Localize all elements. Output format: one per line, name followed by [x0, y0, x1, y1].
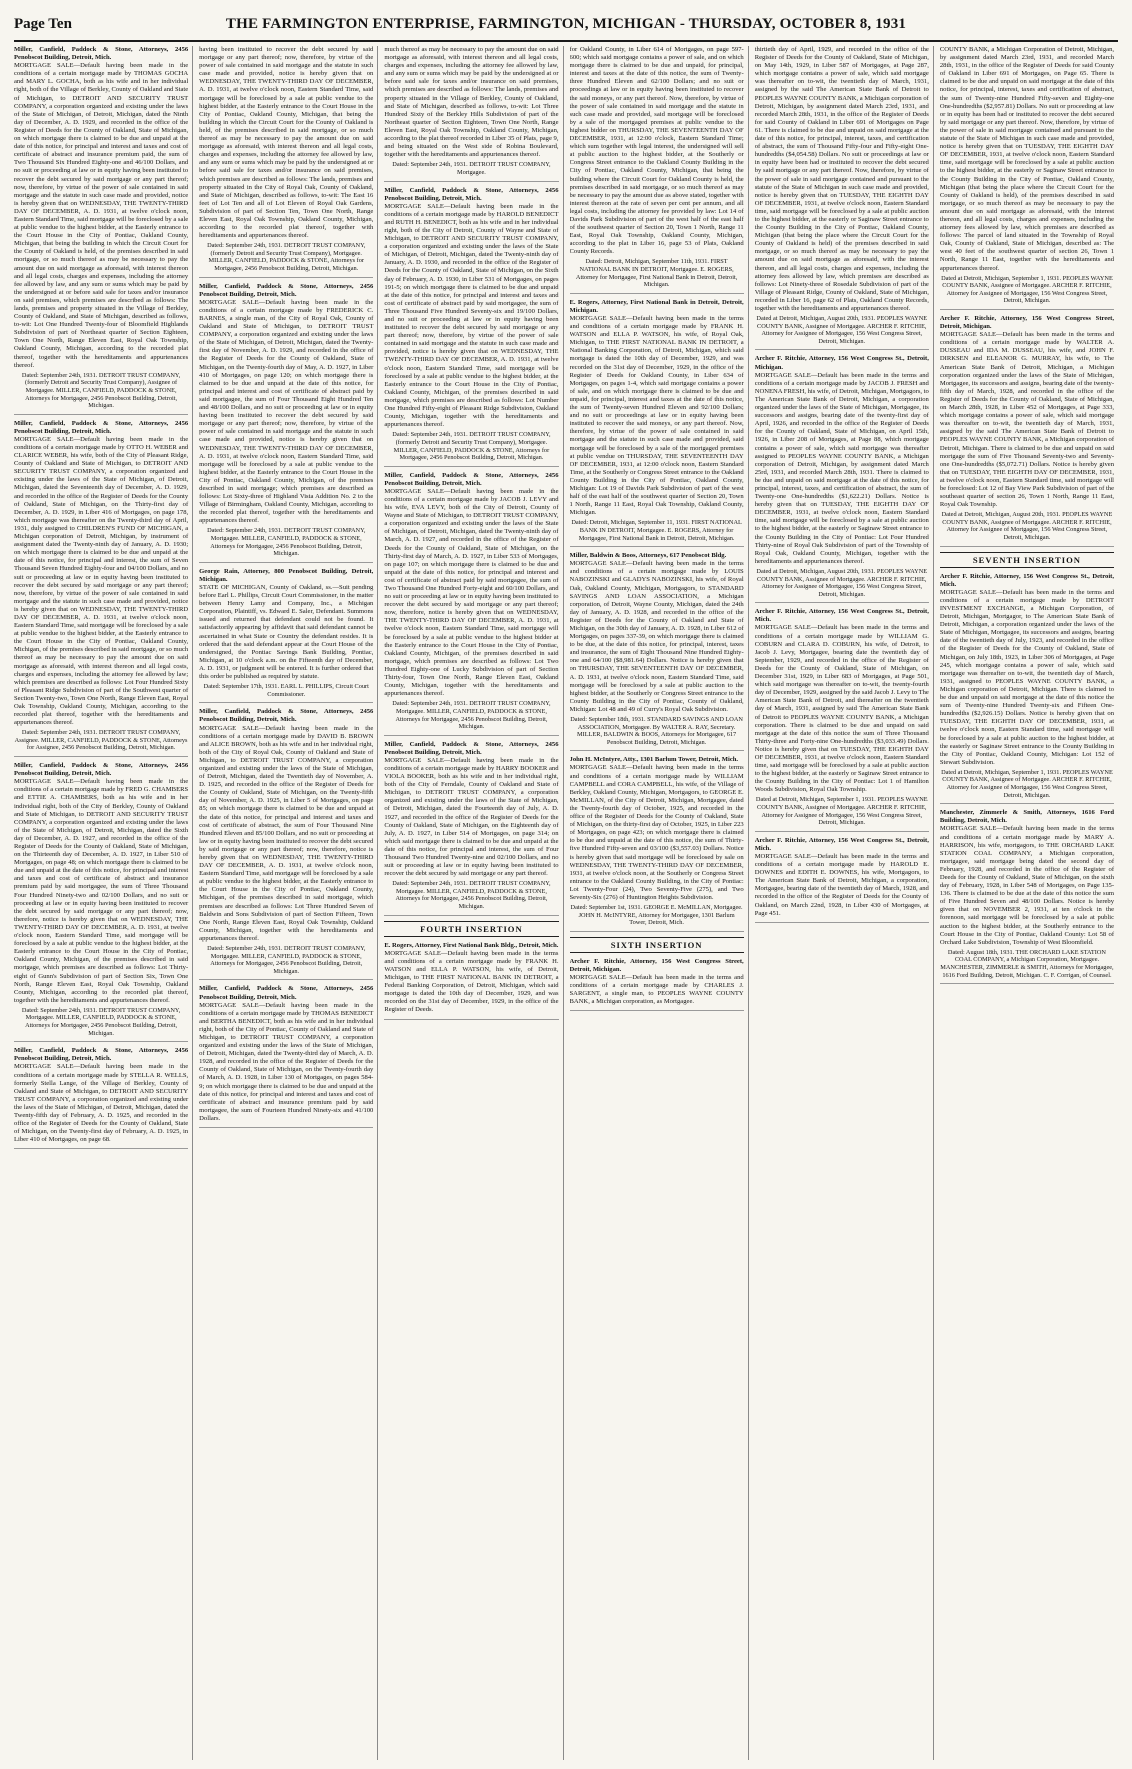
- legal-notice: [384, 46, 558, 182]
- notice-text: MORTGAGE SALE—Default having been made in the conditions of a certain mortgage made by THOMAS GOCHA and MARY L. GOCHA, both as his wife and in her individual right, both of the Village of Berkley, County of Oakland and State of Michigan, to DETROIT AND SECURITY TRUST COMPANY, a corporation organized and existing under the laws of the State of Michigan, of Detroit, Michigan, dated the Ninth day of December, A. D. 1929, and recorded in the office of the Register of Deeds for the County of Oakland, State of Michigan, on which mortgage there is claimed to be due and unpaid at the date of this notice, for principal and interest and taxes and cost of certificate of abstract and insurance premium paid, the sum of Two Thousand Six Hundred Eighty-one and 46/100 Dollars, and no suit or proceeding at law or in equity having been instituted to recover the debt secured by said mortgage or any part thereof; now, therefore, by virtue of the power of sale contained in said mortgage and the statute in such case made and provided, notice is hereby given that on WEDNESDAY, THE TWENTY-THIRD DAY OF DECEMBER, A. D. 1931, at twelve o'clock noon, Eastern Standard Time, said mortgage will be foreclosed by a sale at public vendue to the highest bidder, at the Easterly entrance to the Court House in the City of Pontiac, Oakland County, Michigan, that being the building in which the Circuit Court for the County of Oakland is held, of the premises described in said mortgage, or so much thereof as may be necessary to pay the amount due on said mortgage as aforesaid, with interest thereon and all legal costs, charges and expenses, including the attorney fee allowed by law, and any sum or sums which may be paid by the undersigned at or before said sale for taxes and/or insurance on said premises, which premises are described as follows: The lands, premises and property situated in the Village of Berkley, County of Oakland, and State of Michigan, described as follows, to-wit: Lot One Hundred Twenty-four of Bloomfield Highlands Subdivision of part of Northeast quarter of Section Eighteen, Town One North, Range Eleven East, Royal Oak Township, Oakland County, Michigan, according to the recorded plat thereof, together with the hereditaments and appurtenances thereof.: [14, 62, 189, 369]
- legal-notice: [199, 985, 373, 1128]
- notice-text: MORTGAGE SALE—Default having been made in the conditions of a certain mortgage made by HARRY BOOKER and VIOLA BOOKER, both as his wife and in her individual right, both of the City of Ferndale, County of Oakland and State of Michigan, to DETROIT TRUST COMPANY, a corporation organized and existing under the laws of the State of Michigan, of Detroit, Michigan, dated the Fourteenth day of July, A. D. 1927, and recorded in the office of the Register of Deeds for the County of Oakland, State of Michigan, on the Eighteenth day of July, A. D. 1927, in Liber 514 of Mortgages, on page 314; on which said mortgage there is claimed to be due and unpaid at the date of this notice, for principal and interest, the sum of Four Thousand Two Hundred Twenty-nine and 02/100 Dollars, and no suit or proceeding at law or in equity having been instituted to recover the debt secured by said mortgage or any part thereof.: [384, 756, 559, 878]
- legal-notice: [570, 299, 744, 547]
- notice-signature: Dated: September 24th, 1931. DETROIT TRUST COMPANY, (formerly Detroit and Security Trust Company), Assignee of Mortgagee. MILLER, CANFIELD, PADDOCK & STONE, Attorneys for Mortgagee, 2456 Penobscot Building, Detroit, Michigan.: [21, 371, 181, 410]
- notice-text: MORTGAGE SALE—Default has been made in the terms and conditions of a certain mortgage made by WILLIAM G. COBURN and CLARA D. COBURN, his wife, of Detroit, to Jacob J. Levy, Mortgagee, bearing date the twentieth day of September, 1929, and recorded in the office of the Register of Deeds for the County of Oakland, State of Michigan, on December 31st, 1929, in Liber 683 of Mortgages, at Page 501, which said mortgage was thereafter on to-wit, the twenty-fourth day of December, 1929, assigned by the said Jacob J. Levy to The American State Bank of Detroit, and thereafter on the twentieth day of March, 1931, assigned by said The American State Bank of Detroit to PEOPLES WAYNE COUNTY BANK, a Michigan corporation. There is claimed to be due and unpaid on said mortgage at the date of this notice the sum of Three Thousand Thirty-three and Forty-nine One-hundredths ($3,033.49) Dollars. Notice is hereby given that on TUESDAY, THE EIGHTH DAY OF DECEMBER, 1931, at twelve o'clock noon, Eastern Standard time, said mortgage will be foreclosed by a sale at public auction to the highest bidder, at the easterly or Saginaw Street entrance to the County Building in the City of Pontiac: Lot 1 of Hamilton Woods Subdivision, Royal Oak Township.: [754, 624, 929, 794]
- legal-notice: [384, 741, 558, 916]
- notice-text: thirtieth day of April, 1929, and recorded in the office of the Register of Deeds for the County of Oakland, State of Michigan, on May 14th, 1929, in Liber 587 of Mortgages, at Page 287, which mortgage contains a power of sale, which said mortgage was thereafter on to-wit, the twentieth day of March, 1931, assigned by the said The American State Bank of Detroit to PEOPLES WAYNE COUNTY BANK, a Michigan corporation of Detroit, Michigan, by assignment dated March 23rd, 1931, and recorded March 28th, 1931, in the office of the Register of Deeds for said County of Oakland in Liber 691 of Mortgages on Page 61. There is claimed to be due and unpaid on said mortgage at the date of this notice, for principal, interest, taxes, and certification of abstract, the sum of Thousand Fifty-four and Fifty-eight One-hundredths ($4,054.58) Dollars. No suit or proceedings at law or in equity have been had or instituted to recover the debt secured by said mortgage or any part thereof. Now, therefore, by virtue of the power of sale in said mortgage contained and pursuant to the statute of the State of Michigan in such case made and provided, notice is hereby given that on TUESDAY, THE EIGHTH DAY OF DECEMBER, 1931, at twelve o'clock noon, Eastern Standard time, said mortgage will be foreclosed by a sale at public auction to the highest bidder, at the easterly or Saginaw Street entrance to the County Building in the City of Pontiac, Oakland County, Michigan (that being the place where the Circuit Court for the County of Oakland is held) of the premises described in said mortgage, or so much thereof as may be necessary to pay the amount due on said mortgage as aforesaid, with the interest thereon, and all legal costs, charges and expenses, including the attorney fees allowed by law, which premises are described as follows: Lot Ninety-three of Rosedale Subdivision of part of the Village of Pleasant Ridge, County of Oakland, State of Michigan, recorded in Liber 16, page 62 of Plats, Oakland County Records, together with the hereditaments and appurtenances thereof.: [754, 46, 929, 312]
- column-1: [14, 46, 193, 1760]
- notice-signature: Dated: September 1st, 1931. GEORGE E. McMILLAN, Mortgagee. JOHN H. McINTYRE, Attorney for Mortgagee, 1301 Barlum Tower, Detroit, Mich.: [570, 904, 743, 927]
- column-6: [940, 46, 1118, 1760]
- notice-text: having been instituted to recover the debt secured by said mortgage or any part thereof; now, therefore, by virtue of the power of sale contained in said mortgage and the statute in such case made and provided, notice is hereby given that on WEDNESDAY, THE TWENTY-THIRD DAY OF DECEMBER, A. D. 1931, at twelve o'clock noon, Eastern Standard Time, said mortgage will be foreclosed by a sale at public vendue to the highest bidder, at the Easterly entrance to the Court House in the City of Pontiac, Oakland County, Michigan, that being the building in which the Circuit Court for the County of Oakland is held, of the premises described in said mortgage, or so much thereof as may be necessary to pay the amount due on said mortgage as aforesaid, with interest thereon and all legal costs, charges and expenses, including the attorney fee allowed by law, and any sum or sums which may be paid by the undersigned at or before said sale for taxes and/or insurance on said premises, which premises are described as follows: The lands, premises and property situated in the City of Royal Oak, County of Oakland, and State of Michigan, described as follows, to-wit: The East 16 feet of Lot Ten and all of Lot Eleven of Royal Oak Gardens, Subdivision of part of Section Ten, Town One North, Range Eleven East, Royal Oak Township, Oakland County, Michigan, according to the recorded plat thereof, together with hereditaments and appurtenances thereof.: [199, 46, 374, 240]
- notice-attorney-heading: E. Rogers, Attorney, First National Bank in Detroit, Detroit, Michigan.: [569, 298, 744, 314]
- notice-attorney-heading: Archer F. Ritchie, Attorney, 156 West Congress Street, Detroit, Michigan.: [939, 315, 1115, 331]
- legal-notice: [755, 355, 929, 603]
- legal-notice: [384, 472, 558, 736]
- notice-attorney-heading: Archer F. Ritchie, Attorney, 156 West Congress St., Detroit, Mich.: [939, 572, 1115, 588]
- notice-attorney-heading: Miller, Canfield, Paddock & Stone, Attorneys, 2456 Penobscot Building, Detroit, Mich.: [384, 740, 559, 756]
- notice-attorney-heading: Miller, Canfield, Paddock & Stone, Attorneys, 2456 Penobscot Building, Detroit, Mich.: [14, 1047, 189, 1063]
- notice-text: MORTGAGE SALE—Default has been made in the terms and conditions of a certain mortgage made by CHARLES J. SARGENT, a single man, to PEOPLES WAYNE COUNTY BANK, a Michigan corporation, as Mortgagee.: [569, 974, 744, 1006]
- notice-text: MORTGAGE SALE—Default having been made in the conditions of a certain mortgage made by FRED G. CHAMBERS and ETTIE A. CHAMBERS, both as his wife and in her individual right, both of the City of Berkley, County of Oakland and State of Michigan, to DETROIT AND SECURITY TRUST COMPANY, a corporation organized and existing under the laws of the State of Michigan, of Detroit, Michigan, dated the Sixth day of December, A. D. 1927, and recorded in the office of the Register of Deeds for the County of Oakland, State of Michigan, on the Thirteenth day of December, A. D. 1927, in Liber 510 of Mortgages, on page 48; on which mortgage there is claimed to be due and unpaid at the date of this notice, for principal and interest and taxes and cost of certificate of abstract and insurance premium paid by said mortgagee, the sum of Three Thousand Four Hundred Ninety-two and 02/100 Dollars, and no suit or proceeding at law or in equity having been instituted to recover the debt secured by said mortgage or any part thereof; now, therefore, notice is hereby given that on WEDNESDAY, THE TWENTY-THIRD DAY OF DECEMBER, A. D. 1931, at twelve o'clock noon, Eastern Standard Time, said mortgage will be foreclosed by a sale at public vendue to the highest bidder, at the Easterly entrance to the Court House in the City of Pontiac, Oakland County, Michigan, of the premises described in said mortgage, which premises are described as follows: Lot Thirty-eight of Gunn's Subdivision of part of Section Six, Town One North, Range Eleven East, Royal Oak Township, Oakland County, Michigan, according to the recorded plat thereof, together with the hereditaments and appurtenances thereof.: [14, 778, 189, 1004]
- legal-notice: [14, 1047, 188, 1149]
- notice-signature: Dated: September 24th, 1931. DETROIT TRUST COMPANY, Mortgagee. MILLER, CANFIELD, PADDOCK & STONE, Attorneys for Mortgagee, 2456 Penobscot Building, Detroit, Michigan.: [392, 880, 551, 911]
- legal-notice: [940, 315, 1114, 547]
- notice-attorney-heading: Miller, Canfield, Paddock & Stone, Attorneys, 2456 Penobscot Building, Detroit, Mich.: [199, 708, 374, 724]
- legal-notice: [570, 46, 744, 294]
- notice-signature: Dated at Detroit, Michigan, August 20th, 1931. PEOPLES WAYNE COUNTY BANK, Assignee of Mortgagee. ARCHER F. RITCHIE, Attorney for Assignee of Mortgagee, 156 West Congress Street, Detroit, Michigan.: [756, 567, 928, 598]
- column-2: [199, 46, 378, 1760]
- notice-text: MORTGAGE SALE—Default having been made in the terms and conditions of a certain mortgage made by MARY A. HARRISON, his wife, mortgagors, to THE ORCHARD LAKE STATION COAL COMPANY, a Michigan corporation, mortgagee, said mortgage being dated the second day of February, 1928, and recorded in the office of the Register of Deeds for the County of Oakland, State of Michigan, on the sixth day of February, 1928, in Liber 548 of Mortgages, on Page 135-136. There is claimed to be due at the date of this notice the sum of Five Hundred Seven and 48/100 Dollars. Notice is hereby given that on NOVEMBER 2, 1931, at ten o'clock in the forenoon, said mortgage will be foreclosed by a sale at public auction to the highest bidder, at the Southerly entrance to the Court House in the City of Pontiac, Oakland County: Lot 58 of Orchard Lake Subdivision, Township of West Bloomfield.: [939, 825, 1115, 946]
- newspaper-page: [14, 10, 1118, 1760]
- masthead: [14, 10, 1118, 42]
- notice-signature: Dated at Detroit, Michigan, September 1, 1931. PEOPLES WAYNE COUNTY BANK, Assignee of Mortgagee. ARCHER F. RITCHIE, Attorney for Assignee of Mortgagee, 156 West Congress Street, Detroit, Michigan.: [941, 768, 1113, 799]
- notice-text: MORTGAGE SALE—Default having been made in the conditions of a certain mortgage made by HAROLD BENEDICT and RUTH H. BENEDICT, both as his wife and in her individual right, both of the City of Detroit, County of Wayne and State of Michigan, to DETROIT AND SECURITY TRUST COMPANY, a corporation organized and existing under the laws of the State of Michigan, of Detroit, Michigan, dated the Twenty-ninth day of January, A. D. 1930, and recorded in the office of the Register of Deeds for the County of Oakland, State of Michigan, on the Sixth day of February, A. D. 1930, in Liber 531 of Mortgages, on pages 191-5; on which mortgage there is claimed to be due and unpaid at the date of this notice, for principal and interest and taxes and cost of certificate of abstract paid by said mortgagee, the sum of Three Thousand Five Hundred Seventy-six and 19/100 Dollars, and no suit or proceeding at law or in equity having been instituted to recover the debt secured by said mortgage or any part thereof; now, therefore, by virtue of the power of sale contained in said mortgage and the statute in such case made and provided, notice is hereby given that on WEDNESDAY, THE TWENTY-THIRD DAY OF DECEMBER, A. D. 1931, at twelve o'clock noon, Eastern Standard Time, said mortgage will be foreclosed by a sale at public vendue to the highest bidder, at the Easterly entrance to the Court House in the City of Pontiac, Oakland County, Michigan, of the premises described in said mortgage, which premises are described as follows: Lot Number One Hundred Fifty-eight of Pleasant Ridge Subdivision, Oakland County, Michigan, together with the hereditaments and appurtenances thereof.: [384, 202, 559, 429]
- notice-text: MORTGAGE SALE—Default having been made in the terms and conditions of a certain mortgage made by FRANK H. WATSON and ELLA P. WATSON, his wife, of Royal Oak, Michigan, to THE FIRST NATIONAL BANK IN DETROIT, a National Banking Corporation, of Detroit, Michigan, which said mortgage is dated the 10th day of December, 1929, and was recorded on the 31st day of December, 1929, in the office of the Register of Deeds for Oakland County, in Liber 634 of Mortgages, on pages 1-4, which said mortgage contains a power of sale, and on which mortgage there is claimed to be due and unpaid, for principal, interest and taxes at the date of this notice, the sum of Twenty-seven Hundred Eleven and 92/100 Dollars; and no suit or proceedings at law or in equity having been instituted to recover the said moneys, or any part thereof. Now, therefore, by virtue of the power of sale contained in said mortgage and the statute in such case made and provided, said mortgage will be foreclosed by a sale of the mortgaged premises at public vendue on THURSDAY, THE SEVENTEENTH DAY OF DECEMBER, 1931, at 12:00 o'clock noon, Eastern Standard Time, at the Southerly or Congress Street entrance to the Oakland County Building in the City of Pontiac, Oakland County, Michigan: Lot 19 of Davids Park Subdivision of part of the west half of the east half of the southwest quarter of Section 20, Town 1 North, Range 11 East, Royal Oak Township, Oakland County, Michigan.: [569, 315, 744, 517]
- notice-signature: Dated: September 24th, 1931. DETROIT TRUST COMPANY, Mortgagee. MILLER, CANFIELD, PADDOCK & STONE, Attorneys for Mortgagee, 2456 Penobscot Building, Detroit, Michigan.: [207, 945, 366, 975]
- notice-text: MORTGAGE SALE—Default having been made in the conditions of a certain mortgage made by FREDERICK C. BARNES, a single man, of the City of Royal Oak, County of Oakland and State of Michigan, to DETROIT TRUST COMPANY, a corporation organized and existing under the laws of the State of Michigan, of Detroit, Michigan, dated the Twenty-first day of November, A. D. 1929, and recorded in the office of the Register of Deeds for the County of Oakland, State of Michigan, on the Twenty-fourth day of May, A. D. 1927, in Liber 410 of Mortgages, on page 120; on which mortgage there is claimed to be due and unpaid at the date of this notice, for principal and interest and cost of certificate of abstract paid by said mortgagee, the sum of Four Thousand Eight Hundred Ten and 48/100 Dollars, and no suit or proceeding at law or in equity having been instituted to recover the debt secured by said mortgage or any part thereof; now, therefore, by virtue of the power of sale contained in said mortgage and the statute in such case made and provided, notice is hereby given that on WEDNESDAY, THE TWENTY-THIRD DAY OF DECEMBER, A. D. 1931, at twelve o'clock noon, Eastern Standard Time, said mortgage will be foreclosed by a sale at public vendue to the highest bidder, at the Easterly entrance to the Court House in the City of Pontiac, Oakland County, Michigan, of the premises described in said mortgage; which premises are described as follows: Lot Sixty-three of Highland Vista Addition No. 2 to the Village of Birmingham, Oakland County, Michigan, according to the recorded plat thereof, together with the hereditaments and appurtenances thereof.: [199, 298, 374, 525]
- notice-attorney-heading: Miller, Canfield, Paddock & Stone, Attorneys, 2456 Penobscot Building, Detroit, Mich.: [14, 46, 189, 62]
- notice-attorney-heading: Miller, Baldwin & Boos, Attorneys, 617 Penobscot Bldg.: [569, 552, 727, 560]
- notice-attorney-heading: Archer F. Ritchie, Attorney, 156 West Congress Street, Detroit, Michigan.: [569, 957, 744, 973]
- notice-attorney-heading: Miller, Canfield, Paddock & Stone, Attorneys, 2456 Penobscot Building, Detroit, Mich.: [14, 419, 189, 435]
- legal-notice: [755, 837, 929, 923]
- notice-signature: Dated: September 24th, 1931. DETROIT TRUST COMPANY, Mortgagee. MILLER, CANFIELD, PADDOCK & STONE, Attorneys for Mortgagee, 2456 Penobscot Building, Detroit, Michigan.: [207, 527, 366, 558]
- legal-notice: [940, 809, 1114, 984]
- notice-attorney-heading: Miller, Canfield, Paddock & Stone, Attorneys, 2456 Penobscot Building, Detroit, Mich.: [384, 186, 559, 202]
- insertion-section-heading: SIXTH INSERTION: [570, 937, 744, 953]
- notice-attorney-heading: Miller, Canfield, Paddock & Stone, Attorneys, 2456 Penobscot Building, Detroit, Mich.: [199, 282, 374, 298]
- notice-text: MORTGAGE SALE—Default having been made in the terms and conditions of a certain mortgage made by WILLIAM CAMPBELL and CORA CAMPBELL, his wife, of the Village of Berkley, Oakland County, Michigan, Mortgagors, to GEORGE E. McMILLAN, of the City of Detroit, Michigan, Mortgagee, dated the Twenty-fourth day of October, 1925, and recorded in the office of the Register of Deeds for the County of Oakland, State of Michigan, on the thirty-first day of October, 1925, in Liber 223 of Mortgages, on page 423; on which mortgage there is claimed to be due and unpaid at the date of this notice, the sum of Thirty-five Hundred Fifty-seven and 03/100 ($3,557.03) Dollars. Notice is hereby given that said mortgage will be foreclosed by sale on WEDNESDAY, THE TWENTY-THIRD DAY OF DECEMBER, 1931, at twelve o'clock noon, at the Southerly or Congress Street entrance to the Oakland County Building, in the City of Pontiac: Lot Twenty-Four (24), Two Seventy-Five (275), and Two Seventy-Six (276) of Huntington Heights Subdivision.: [569, 764, 744, 901]
- notice-signature: Dated at Detroit, Michigan, September 1, 1931. PEOPLES WAYNE COUNTY BANK, Assignee of Mortgagee. ARCHER F. RITCHIE, Attorney for Assignee of Mortgagee, 156 West Congress Street, Detroit, Michigan.: [755, 796, 928, 827]
- page-number: Page Ten: [14, 16, 72, 32]
- notice-signature: Dated: September 17th, 1931. EARL L. PHILLIPS, Circuit Court Commissioner.: [203, 683, 369, 698]
- notice-text: MORTGAGE SALE—Default has been made in the terms and conditions of a certain mortgage made by HAROLD E. DOWNES and EDITH E. DOWNES, his wife, Mortgagors, to The American State Bank of Detroit, Michigan, a corporation, Mortgagee, bearing date of the twentieth day of March, 1928, and recorded in the office of the Register of Deeds for the County of Oakland, on March 22nd, 1928, in Liber 430 of Mortgages, at Page 451.: [754, 853, 929, 917]
- notice-signature: Dated: September 24th, 1931. DETROIT TRUST COMPANY, Assignee. MILLER, CANFIELD, PADDOCK & STONE, Attorneys for Assignee, 2456 Penobscot Building, Detroit, Michigan.: [14, 729, 188, 752]
- notice-text: MORTGAGE SALE—Default having been made in the conditions of a certain mortgage made by OTTO H. WEBER and CLARICE WEBER, his wife, both of the City of Pleasant Ridge, County of Oakland and State of Michigan, to DETROIT AND SECURITY TRUST COMPANY, a corporation organized and existing under the laws of the State of Michigan, of Detroit, Michigan, dated the Seventeenth day of December, A. D. 1929, and recorded in the office of the Register of Deeds for the County of Oakland, State of Michigan, on the Thirty-first day of December, A. D. 1929, in Liber 416 of Mortgages, on page 178, which mortgage was thereafter on the Twenty-third day of April, 1931, duly assigned to CHILDREN'S FUND OF MICHIGAN, a Michigan corporation of Detroit, Michigan, by instrument of assignment dated the Twenty-ninth day of January, A. D. 1930; on which mortgage there is claimed to be due and unpaid at the date of this notice, for principal and interest, the sum of Seven Thousand Seven Hundred Eighty-four and 04/100 Dollars, and no suit or proceeding at law or in equity having been instituted to recover the debt secured by said mortgage or any part thereof; now, therefore, by virtue of the power of sale contained in said mortgage and the statute in such case made and provided, notice is hereby given that on WEDNESDAY, THE TWENTY-THIRD DAY OF DECEMBER, A. D. 1931, at twelve o'clock noon, Eastern Standard Time, said mortgage will be foreclosed by a sale at public vendue to the highest bidder, at the Easterly entrance to the Court House in the City of Pontiac, Oakland County, Michigan, of the premises described in said mortgage, or so much thereof as may be necessary to pay the amount due on said mortgage as aforesaid, with interest thereon and all legal costs, charges and expenses, including the attorney fee allowed by law; which premises are described as follows: Lot Four Hundred Sixty of Pleasant Ridge Subdivision of part of the Southwest quarter of Section Twenty-two, Town One North, Range Eleven East, Royal Oak Township, Oakland County, Michigan, according to the recorded plat thereof, together with the hereditaments and appurtenances thereof.: [14, 435, 189, 727]
- notice-signature: Dated: August 18th, 1931. THE ORCHARD LAKE STATION COAL COMPANY, a Michigan Corporation, Mortgagee. MANCHESTER, ZIMMERLE & SMITH, Attorneys for Mortgagee, 1616 Ford Building, Detroit, Michigan. C. F. Corrigan, of Counsel.: [940, 948, 1114, 979]
- notice-signature: Dated: Detroit, Michigan, September 11th, 1931. FIRST NATIONAL BANK IN DETROIT, Mortgagee. E. ROGERS, Attorney for Mortgagee, First National Bank in Detroit, Detroit, Michigan.: [575, 258, 738, 289]
- legal-notice-columns: [14, 46, 1118, 1760]
- notice-text: MORTGAGE SALE—Default has been made in the terms and conditions of a certain mortgage made by WALTER A. DUSSEAU and IDA M. DUSSEAU, his wife, and JOHN F. DIRKSEN and ELEANOR G. MURRAY, his wife, to The American State Bank of Detroit, Michigan, a Michigan corporation organized under the laws of the State of Michigan, Mortgagee, its successors and assigns, bearing date of the twenty-fifth day of March, 1928, and recorded in the office of the Register of Deeds for the County of Oakland, State of Michigan, on March 28th, 1928, in Liber 452 of Mortgages, at Page 333, which mortgage contains a power of sale, which said mortgage was thereafter on to-wit, the twentieth day of March, 1931, assigned by the said The American State Bank of Detroit to PEOPLES WAYNE COUNTY BANK, a Michigan corporation of Detroit, Michigan. There is claimed to be due and unpaid on said mortgage the sum of Five Thousand Seventy-two and Seventy-one One-hundredths ($5,072.71) Dollars. Notice is hereby given that on TUESDAY, THE EIGHTH DAY OF DECEMBER, 1931, at twelve o'clock noon, Eastern Standard time, said mortgage will be foreclosed: Lot 12 of Bay View Park Subdivision of part of the southeast quarter of section 26, Town 1 North, Range 11 East, Royal Oak Township.: [939, 331, 1115, 509]
- notice-attorney-heading: Archer F. Ritchie, Attorney, 156 West Congress St., Detroit, Mich.: [754, 836, 929, 852]
- notice-attorney-heading: George Rain, Attorney, 800 Penobscot Building, Detroit, Michigan.: [199, 567, 374, 583]
- legal-notice: [199, 708, 373, 980]
- notice-attorney-heading: Miller, Canfield, Paddock & Stone, Attorneys, 2456 Penobscot Building, Detroit, Mich.: [14, 762, 189, 778]
- legal-notice: [570, 958, 744, 1012]
- notice-text: MORTGAGE SALE—Default having been made in the terms and conditions of a certain mortgage made by FRANK H. WATSON and ELLA P. WATSON, his wife, of Detroit, Michigan, to THE FIRST NATIONAL BANK IN DETROIT, a Federal Banking Corporation, of Detroit, Michigan, which said mortgage is dated the 10th day of December, 1929, and was recorded on the 31st day of December, 1929, in the office of the Register of Deeds.: [384, 949, 559, 1014]
- legal-notice: [384, 942, 558, 1020]
- column-5: [755, 46, 934, 1760]
- newspaper-title: THE FARMINGTON ENTERPRISE, FARMINGTON, MICHIGAN - THURSDAY, OCTOBER 8, 1931: [225, 16, 907, 32]
- notice-text: MORTGAGE SALE—Default having been made in the conditions of a certain mortgage made by STELLA R. WELLS, formerly Stella Lange, of the Village of Berkley, County of Oakland and State of Michigan, to DETROIT AND SECURITY TRUST COMPANY, a corporation organized and existing under the laws of the State of Michigan, of Detroit, Michigan, dated the Twenty-fifth day of February, A. D. 1925, and recorded in the office of the Register of Deeds for the County of Oakland, State of Michigan, on the Twenty-first day of February, A. D. 1925, in Liber 410 of Mortgages, on page 68.: [14, 1063, 189, 1144]
- notice-signature: Dated: Detroit, Michigan, September 11, 1931. FIRST NATIONAL BANK IN DETROIT, Mortgagee. E. ROGERS, Attorney for Mortgagee, First National Bank in Detroit, Detroit, Michigan.: [571, 519, 742, 542]
- legal-notice: [940, 573, 1114, 805]
- notice-attorney-heading: E. Rogers, Attorney, First National Bank Bldg., Detroit, Mich.: [384, 941, 559, 949]
- column-3: [384, 46, 563, 1760]
- notice-attorney-heading: Archer F. Ritchie, Attorney, 156 West Congress St., Detroit, Mich.: [754, 608, 929, 624]
- notice-signature: Dated: September 24th, 1931. DETROIT TRUST COMPANY, Mortgagee.: [392, 161, 551, 176]
- legal-notice: [14, 762, 188, 1042]
- legal-notice: [570, 552, 744, 751]
- notice-text: for Oakland County, in Liber 614 of Mortgages, on page 597-600; which said mortgage contains a power of sale, and on which mortgage there is claimed to be due and unpaid, for principal, interest and taxes at the date of this notice, the sum of Twenty-three Hundred Eleven and 62/100 Dollars; and no suit or proceedings at law or in equity having been instituted to recover the said moneys, or any part thereof. Now, therefore, by virtue of the power of sale contained in said mortgage and the statute in such case made and provided, said mortgage will be foreclosed by a sale of the mortgaged premises at public vendue to the highest bidder on THURSDAY, THE SEVENTEENTH DAY OF DECEMBER, 1931, at 12:00 o'clock, Eastern Standard Time; which sum together with legal interest, the undersigned will sell at public auction to the highest bidder, at the Southerly or Congress Street entrance to the Oakland County Building in the City of Pontiac, Oakland County, Michigan, that being the building where the Circuit Court for Oakland County is held, the premises described in said mortgage, or so much thereof as may be necessary to pay the amount due as above stated, together with interest thereon at the rate of seven per cent per annum, and all legal costs, including the attorney fee provided by law: Lot 14 of Davids Park Subdivision of part of the west half of the east half of the southwest quarter of Section 20, Town 1 North, Range 11 East, Royal Oak Township, Oakland County, Michigan, according to the plat in Liber 16, page 53 of Plats, Oakland County Records.: [569, 46, 744, 256]
- notice-text: MORTGAGE SALE—Default having been made in the conditions of a certain mortgage made by JACOB J. LEVY and his wife, EVA LEVY, both of the City of Detroit, County of Wayne and State of Michigan, to DETROIT TRUST COMPANY, a corporation organized and existing under the laws of the State of Michigan, of Detroit, Michigan, dated the Twenty-ninth day of March, A. D. 1927, and recorded in the office of the Register of Deeds for the County of Oakland, State of Michigan, on the Thirty-first day of March, A. D. 1927, in Liber 533 of Mortgages, on page 107; on which mortgage there is claimed to be due and unpaid at the date of this notice, for principal and interest and cost of certificate of abstract paid by said mortgagee, the sum of Two Thousand One Hundred Forty-eight and 60/100 Dollars, and no suit or proceeding at law or in equity having been instituted to recover the debt secured by said mortgage or any part thereof; now, therefore, notice is hereby given that on WEDNESDAY, THE TWENTY-THIRD DAY OF DECEMBER, A. D. 1931, at twelve o'clock noon, Eastern Standard Time, said mortgage will be foreclosed by a sale at public vendue to the highest bidder at the Easterly entrance to the Court House in the City of Pontiac, Oakland County, Michigan, of the premises described in said mortgage, which premises are described as follows: Lot Two Hundred Eighty-one of Lucky Subdivision of part of Section Thirty-four, Town One North, Range Eleven East, Oakland County, Michigan, together with the hereditaments and appurtenances thereof.: [384, 487, 559, 698]
- notice-text: COUNTY BANK, a Michigan Corporation of Detroit, Michigan, by assignment dated March 23rd, 1931, and recorded March 28th, 1931, in the office of the Register of Deeds for said County of Oakland in Liber 691 of Mortgages, on Page 65. There is claimed to be due and unpaid on said mortgage at the date of this notice, for principal, interest, taxes and certification of abstract, the sum of Twenty-nine Hundred Fifty-seven and Eighty-one One-hundredths ($2,957.81) Dollars. No suit or proceeding at law or in equity has been had or instituted to recover the debt secured by said mortgage or any part thereof. Now, therefore, by virtue of the power of sale in said mortgage contained and pursuant to the statute of the State of Michigan in such case made and provided, notice is hereby given that on TUESDAY, THE EIGHTH DAY OF DECEMBER, 1931, at twelve o'clock noon, Eastern Standard time, said mortgage will be foreclosed by a sale at public auction to the highest bidder, at the easterly or Saginaw Street entrance to the County Building in the City of Pontiac, Oakland County, Michigan (that being the place where the Circuit Court for the County of Oakland is held), of the premises described in said mortgage, or so much thereof as may be necessary to pay the amount due on said mortgage as aforesaid, with the interest thereon, and all legal costs, charges and expenses, including the attorney fees allowed by law, which premises are described as follows: The parcel of land situated in the Township of Royal Oak, County of Oakland, State of Michigan, described as: The west 40 feet of the southwest quarter of section 26, Town 1 North, Range 11 East, together with the hereditaments and appurtenances thereof.: [939, 46, 1115, 272]
- notice-text: MORTGAGE SALE—Default having been made in the terms and conditions of a certain mortgage made by LOUIS NABOZINSKI and GLADYS NABOZINSKI, his wife, of Royal Oak, Oakland County, Michigan, Mortgagors, to STANDARD SAVINGS AND LOAN ASSOCIATION, a Michigan corporation, of Detroit, Wayne County, Michigan, dated the 24th day of January, A. D. 1928, and recorded in the office of the Register of Deeds for the County of Oakland and State of Michigan, on the 30th day of January, A. D. 1928, in Liber 612 of Mortgages, on pages 337-39, on which mortgage there is claimed to be due, at the date of this notice, for principal, interest, taxes and insurance, the sum of Eight Thousand Nine Hundred Eighty-one and 64/100 ($8,981.64) Dollars. Notice is hereby given that on THURSDAY, THE SEVENTEENTH DAY OF DECEMBER, A. D. 1931, at twelve o'clock noon, Eastern Standard Time, said mortgage will be foreclosed by a sale at public auction to the highest bidder, at the Southerly or Congress Street entrance to the County Building in the City of Pontiac, County of Oakland, Michigan: Lot 48 and 49 of Curry's Royal Oak Subdivision.: [569, 560, 744, 713]
- notice-text: MORTGAGE SALE—Default has been made in the terms and conditions of a certain mortgage made by DETROIT INVESTMENT EXCHANGE, a Michigan Corporation, of Detroit, Michigan, Mortgagor, to The American State Bank of Detroit, Michigan, a corporation organized under the laws of the State of Michigan, Mortgagee, its successors and assigns, bearing date of the twentieth day of July, 1923, and recorded in the office of the Register of Deeds for the County of Oakland, State of Michigan, on July 18th, 1923, in Liber 306 of Mortgages, at Page 245, which mortgage contains a power of sale, which said mortgage was thereafter on to-wit, the twentieth day of March, 1931, assigned to PEOPLES WAYNE COUNTY BANK, a Michigan corporation of Detroit, Michigan. There is claimed to be due and unpaid on said mortgage at the date of this notice the sum of Twenty-nine Hundred Twenty-six and Fifteen One-hundredths ($2,926.15) Dollars. Notice is hereby given that on TUESDAY, THE EIGHTH DAY OF DECEMBER, 1931, at twelve o'clock noon, Eastern Standard time, said mortgage will be foreclosed by a sale at public auction to the highest bidder, at the easterly or Saginaw Street entrance to the County Building in the City of Pontiac, Oakland County, Michigan: Lot 152 of Stewart Subdivision.: [939, 588, 1115, 766]
- notice-attorney-heading: John H. McIntyre, Atty., 1301 Barlum Tower, Detroit, Mich.: [569, 756, 739, 764]
- column-4: [570, 46, 749, 1760]
- legal-notice: [570, 756, 744, 931]
- notice-signature: Dated at Detroit, Michigan, August 20th, 1931. PEOPLES WAYNE COUNTY BANK, Assignee of Mortgagee. ARCHER F. RITCHIE, Attorney for Assignee of Mortgagee, 156 West Congress Street, Detroit, Michigan.: [941, 511, 1113, 542]
- notice-text: MORTGAGE SALE—Default having been made in the conditions of a certain mortgage made by THOMAS BENEDICT and BERTHA BENEDICT, both as his wife and in her individual right, both of the City of Pontiac, County of Oakland and State of Michigan, to DETROIT TRUST COMPANY, a corporation organized and existing under the laws of the State of Michigan, of Detroit, Michigan, dated the Twenty-third day of March, A. D. 1928, and recorded in the office of the Register of Deeds for the County of Oakland, State of Michigan, on the Twenty-fourth day of March, A. D. 1928, in Liber 130 of Mortgages, on pages 584-9; on which mortgage there is claimed to be due and unpaid at the date of this notice, for principal and interest and taxes and cost of certificate of abstract and insurance premium paid by said mortgagee, the sum of Fourteen Hundred Ninety-six and 41/100 Dollars.: [199, 1001, 374, 1122]
- notice-text: much thereof as may be necessary to pay the amount due on said mortgage as aforesaid, with interest thereon and all legal costs, charges and expenses, including the attorney fee allowed by law, and any sum or sums which may be paid by the undersigned at or before said sale for taxes and/or insurance on said premises, which premises are described as follows: The lands, premises and property situated in the Village of Berkley, County of Oakland, and State of Michigan, described as follows, to-wit: Lot Three Hundred Sixty of the Berkley Hills Subdivision of part of the Northeast quarter of Section Eighteen, Town One North, Range Eleven East, Royal Oak Township, Oakland County, Michigan, according to the plat thereof recorded in Liber 35 of Plats, page 9, and being situated on the West side of Robina Boulevard, together with the hereditaments and appurtenances thereof.: [384, 46, 559, 159]
- notice-signature: Dated: September 18th, 1931. STANDARD SAVINGS AND LOAN ASSOCIATION, Mortgagee. By WALTER A. RAY, Secretary. MILLER, BALDWIN & BOOS, Attorneys for Mortgagee, 617 Penobscot Building, Detroit, Michigan.: [570, 716, 743, 746]
- notice-text: MORTGAGE SALE—Default has been made in the terms and conditions of a certain mortgage made by JACOB J. FRESH and NONENA FRESH, his wife, of Detroit, Michigan, Mortgagors, to The American State Bank of Detroit, Michigan, a corporation organized under the laws of the State of Michigan, Mortgagee, its successors and assigns, bearing date of the twenty-first day of April, 1926, and recorded in the office of the Register of Deeds for the County of Oakland, State of Michigan, on April 15th, 1926, in Liber 208 of Mortgages, at Page 88, which mortgage contains a power of sale, which said mortgage was thereafter assigned to PEOPLES WAYNE COUNTY BANK, a Michigan corporation of Detroit, Michigan, by assignment dated March 25rd, 1931, and recorded March 28th, 1931. There is claimed to be due and unpaid on said mortgage at the date of this notice, for principal, interest, taxes, and certification of abstract, the sum of Twenty-one One-hundredths ($1,622.21) Dollars. Notice is hereby given that on TUESDAY, THE EIGHTH DAY OF DECEMBER, 1931, at twelve o'clock noon, Eastern Standard time, said mortgage will be foreclosed by a sale at public auction to the highest bidder, at the easterly or Saginaw Street entrance to the County Building in the City of Pontiac: Lot Four Hundred Thirty-nine of Royal Oak Subdivision of part of the Township of Royal Oak, Oakland County, Michigan, together with the hereditaments and appurtenances thereof.: [754, 371, 929, 565]
- notice-attorney-heading: Miller, Canfield, Paddock & Stone, Attorneys, 2456 Penobscot Building, Detroit, Mich.: [384, 471, 559, 487]
- notice-signature: Dated at Detroit, Michigan, August 20th, 1931. PEOPLES WAYNE COUNTY BANK, Assignee of Mortgagee. ARCHER F. RITCHIE, Attorney for Assignee of Mortgagee, 156 West Congress Street, Detroit, Michigan.: [756, 315, 928, 345]
- notice-text: MORTGAGE SALE—Default having been made in the conditions of a certain mortgage made by DAVID B. BROWN and ALICE BROWN, both as his wife and in her individual right, both of the City of Royal Oak, County of Oakland and State of Michigan, to DETROIT TRUST COMPANY, a corporation organized and existing under the laws of the State of Michigan, of Detroit, Michigan, dated the Twentieth day of November, A. D. 1925, and recorded in the office of the Register of Deeds for the County of Oakland, State of Michigan, on the Twenty-fifth day of November, A. D. 1925, in Liber 5 of Mortgages, on page 85; on which mortgage there is claimed to be due and unpaid at the date of this notice, for principal and interest and taxes and cost of certificate of abstract, the sum of Four Thousand Nine Hundred Eleven and 85/100 Dollars, and no suit or proceeding at law or in equity having been instituted to recover the debt secured by said mortgage or any part thereof; now, therefore, notice is hereby given that on WEDNESDAY, THE TWENTY-THIRD DAY OF DECEMBER, A. D. 1931, at twelve o'clock noon, Eastern Standard Time, said mortgage will be foreclosed by a sale at public vendue to the highest bidder, at the Easterly entrance to the Court House in the City of Pontiac, Oakland County, Michigan, of the premises described in said mortgage, which premises are described as follows: Lot Three Hundred Seven of Baldwin and Sons Subdivision of part of Section Fifteen, Town One North, Range Eleven East, Royal Oak Township, Oakland County, Michigan, together with the hereditaments and appurtenances thereof.: [199, 724, 374, 942]
- insertion-section-heading: FOURTH INSERTION: [384, 921, 558, 937]
- legal-notice: [940, 46, 1114, 310]
- notice-attorney-heading: Manchester, Zimmerle & Smith, Attorneys, 1616 Ford Building, Detroit, Mich.: [939, 809, 1115, 825]
- notice-signature: Dated: September 24th, 1931. DETROIT TRUST COMPANY, Mortgagee. MILLER, CANFIELD, PADDOCK & STONE, Attorneys for Mortgagee, 2456 Penobscot Building, Detroit, Michigan.: [21, 1006, 181, 1037]
- notice-attorney-heading: Miller, Canfield, Paddock & Stone, Attorneys, 2456 Penobscot Building, Detroit, Mich.: [199, 985, 374, 1001]
- legal-notice: [755, 46, 929, 350]
- notice-signature: Dated: September 24th, 1931. DETROIT TRUST COMPANY, Mortgagee. MILLER, CANFIELD, PADDOCK & STONE, Attorneys for Mortgagee, 2456 Penobscot Building, Detroit, Michigan.: [392, 700, 551, 731]
- legal-notice: [755, 608, 929, 832]
- legal-notice: [14, 420, 188, 757]
- notice-signature: Dated: September 24th, 1931. DETROIT TRUST COMPANY, (formerly Detroit and Security Trust Company), Mortgagee. MILLER, CANFIELD, PADDOCK & STONE, Attorneys for Mortgagee, 2456 Penobscot Building, Detroit, Michigan.: [392, 431, 551, 462]
- insertion-section-heading: SEVENTH INSERTION: [940, 552, 1114, 568]
- legal-notice: [14, 46, 188, 415]
- notice-signature: Dated at Detroit, Michigan, September 1, 1931. PEOPLES WAYNE COUNTY BANK, Assignee of Mortgagee. ARCHER F. RITCHIE, Attorney for Assignee of Mortgagee, 156 West Congress Street, Detroit, Michigan.: [941, 274, 1113, 305]
- legal-notice: [384, 187, 558, 467]
- notice-attorney-heading: Archer F. Ritchie, Attorney, 156 West Congress St., Detroit, Michigan.: [754, 355, 929, 371]
- legal-notice: [199, 46, 373, 278]
- legal-notice: [199, 568, 373, 704]
- legal-notice: [199, 283, 373, 563]
- notice-signature: Dated: September 24th, 1931. DETROIT TRUST COMPANY, (formerly Detroit and Security Trust Company), Mortgagee. MILLER, CANFIELD, PADDOCK & STONE, Attorneys for Mortgagee, 2456 Penobscot Building, Detroit, Michigan.: [207, 242, 366, 273]
- notice-text: STATE OF MICHIGAN, County of Oakland, ss.—Suit pending before Earl L. Phillips, Circuit Court Commissioner, in the matter between Henry Lamy and Company, Inc., a Michigan Corporation, Plaintiff, vs. Edward E. Saler, Defendant. Summons issued and returned that defendant could not be found. It satisfactorily appearing by affidavit that said defendant cannot be ascertained in what State or Country the defendant resides. It is ordered that the said defendant appear at the Court House of the undersigned, the Pontiac Savings Bank Building, Pontiac, Michigan, at 10 o'clock a.m. on the Fifteenth day of December, A. D. 1931, or judgment will be entered. It is further ordered that this order be published as required by statute.: [199, 584, 374, 681]
